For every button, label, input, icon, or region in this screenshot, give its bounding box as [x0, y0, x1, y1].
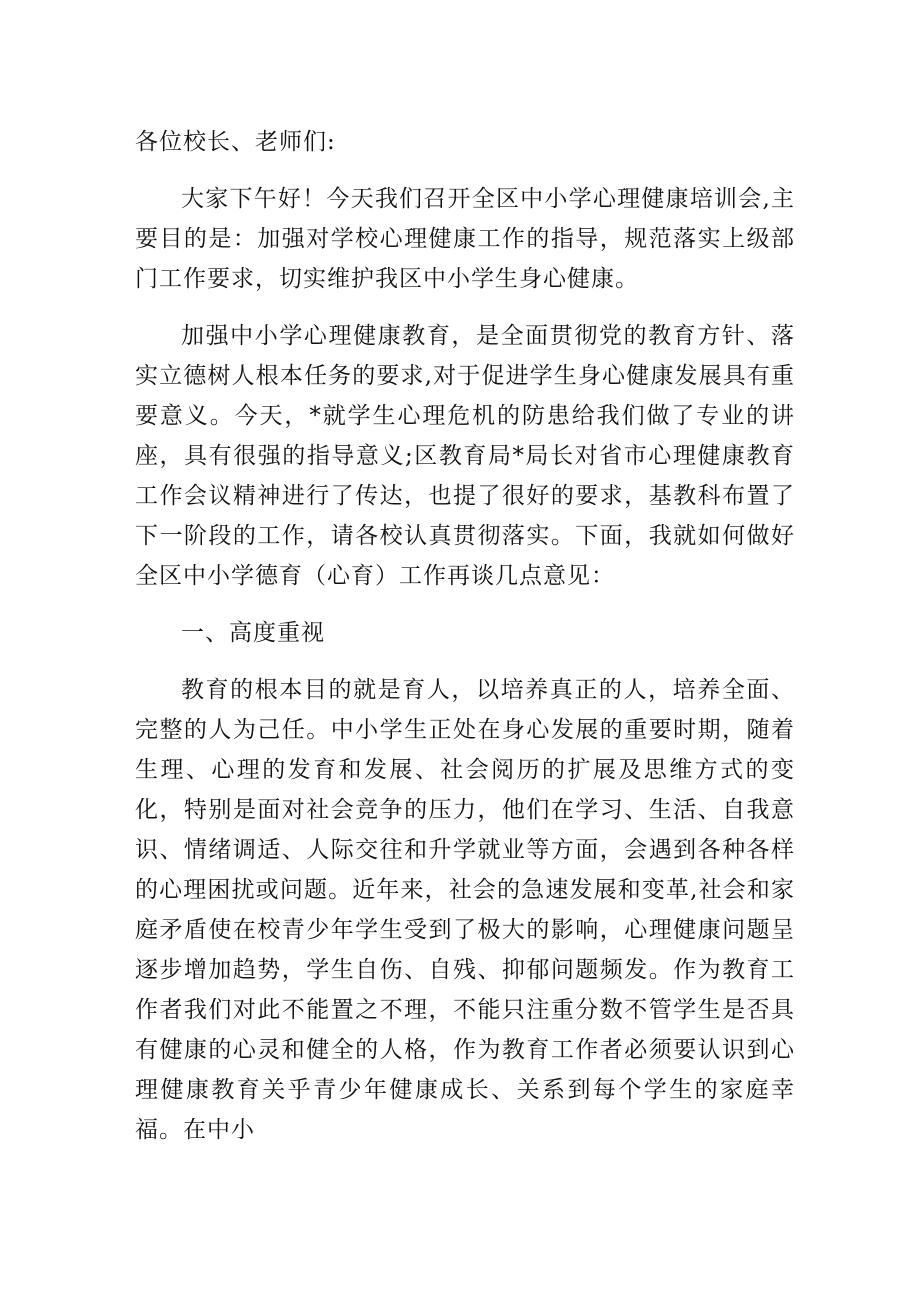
paragraph-body: 教育的根本目的就是育人，以培养真正的人，培养全面、完整的人为己任。中小学生正处在身心发展的重要时期，随着生理、心理的发育和发展、社会阅历的扩展及思维方式的变化，特别是面对社会竞争的压力，他们在学习、生活、自我意识、情绪调适、人际交往和升学就业等方面，会遇到各种各样的心理困扰或问题。近年来，社会的急速发展和变革,社会和家庭矛盾使在校青少年学生受到了极大的影响，心理健康问题呈逐步增加趋势，学生自伤、自残、抑郁问题频发。作为教育工作者我们对此不能置之不理，不能只注重分数不管学生是否具有健康的心灵和健全的人格，作为教育工作者必须要认识到心理健康教育关乎青少年健康成长、关系到每个学生的家庭幸福。在中小	[135, 677, 795, 1143]
salutation: 各位校长、老师们:	[135, 129, 336, 155]
paragraph-opening: 大家下午好！今天我们召开全区中小学心理健康培训会,主要目的是：加强对学校心理健康工作的指导，规范落实上级部门工作要求，切实维护我区中小学生身心健康。	[135, 186, 795, 292]
document-body	[135, 122, 795, 1167]
paragraph-importance: 加强中小学心理健康教育，是全面贯彻党的教育方针、落实立德树人根本任务的要求,对于促进学生身心健康发展具有重要意义。今天，*就学生心理危机的防患给我们做了专业的讲座，具有很强的指导意义;区教育局*局长对省市心理健康教育工作会议精神进行了传达，也提了很好的要求，基教科布置了下一阶段的工作，请各校认真贯彻落实。下面，我就如何做好全区中小学德育（心育）工作再谈几点意见：	[135, 323, 795, 589]
section-heading: 一、高度重视	[181, 620, 325, 646]
